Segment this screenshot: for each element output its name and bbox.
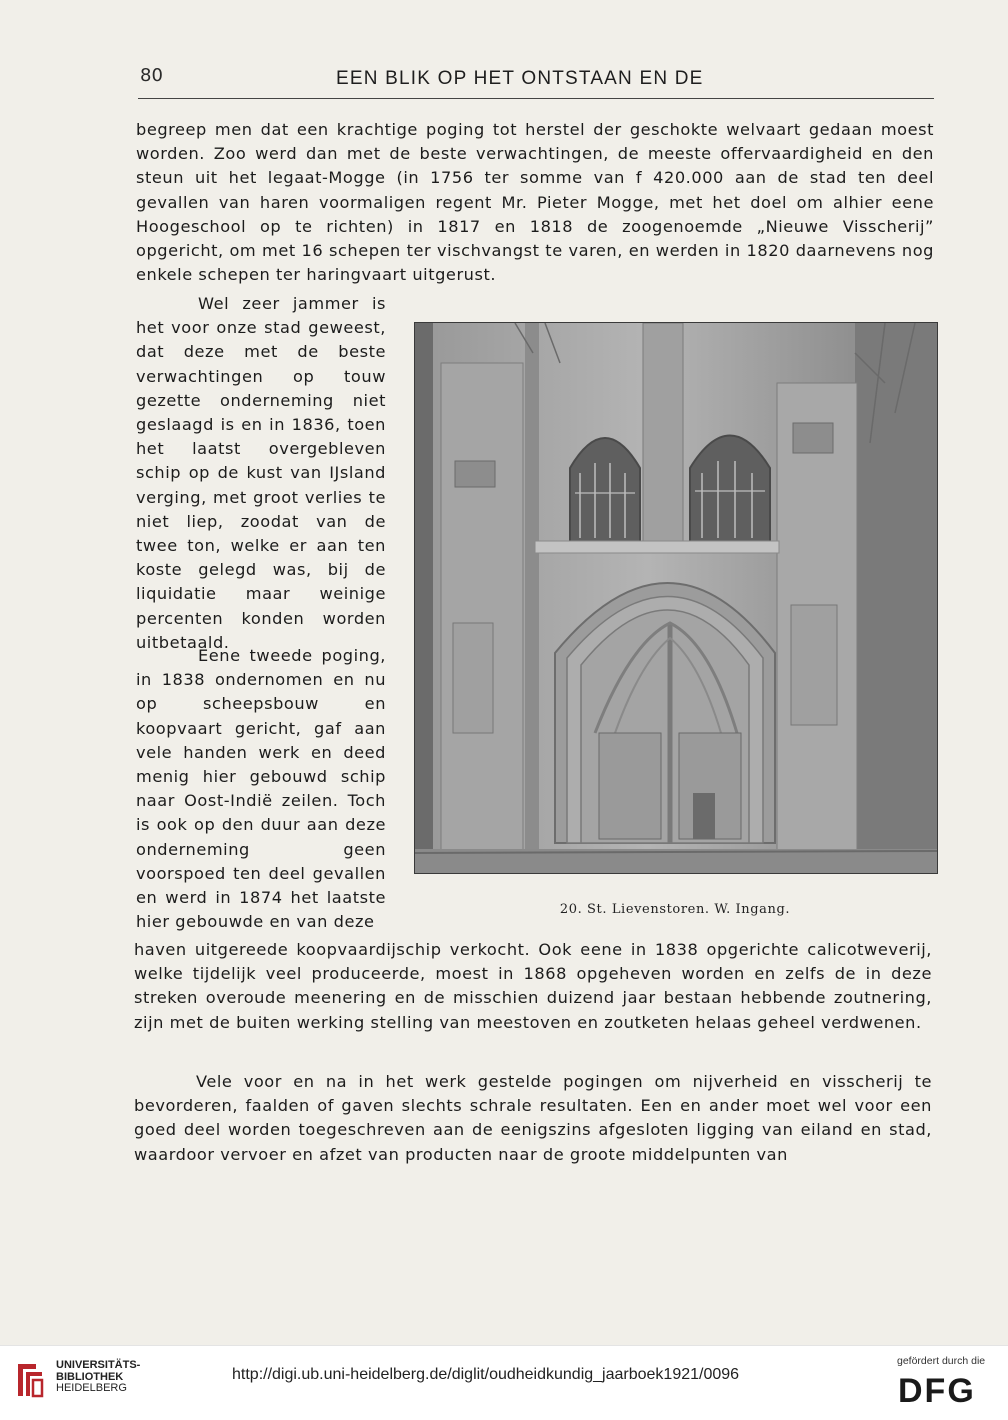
library-logo-icon	[12, 1360, 46, 1400]
funded-by-label: gefördert durch die	[897, 1355, 986, 1367]
running-title: EEN BLIK OP HET ONTSTAAN EN DE	[336, 68, 704, 89]
dfg-logo: DFG	[898, 1372, 976, 1410]
body-paragraph-3-side: Eene tweede poging, in 1838 ondernomen en nu op scheepsbouw en koopvaart gericht, gaf aan vele handen werk en deed menig hier gebouwd schip naar Oost-Indië zeilen. Toch is ook op den duur aan deze onderneming geen voorspoed ten deel gevallen en werd in 1874 het laatste hier gebouwde en van deze	[136, 646, 386, 932]
footer-bar	[0, 1345, 1008, 1420]
figure-caption: 20. St. Lievenstoren. W. Ingang.	[559, 902, 791, 917]
permalink-url[interactable]: http://digi.ub.uni-heidelberg.de/diglit/oudheidkundig_jaarboek1921/0096	[232, 1366, 740, 1383]
library-name	[56, 1360, 140, 1395]
body-paragraph-1: begreep men dat een krachtige poging tot herstel der geschokte welvaart gedaan moest worden. Zoo werd dan met de beste verwachtingen, de meeste offervaardigheid en den steun uit het legaat-Mogge (in 1756 ter somme van f 420.000 aan de stad ten deel gevallen van haren voormaligen regent Mr. Pieter Mogge, met het doel om alhier eene Hoogeschool op te richten) in 1817 en 1818 de zoogenoemde „Nieuwe Visscherij” opgericht, om met 16 schepen ter vischvangst te varen, en werden in 1820 daarnevens nog enkele schepen ter haringvaart uitgerust.	[136, 120, 934, 285]
page-number: 80	[140, 65, 163, 86]
library-name-line-1: UNIVERSITÄTS-	[56, 1359, 141, 1371]
body-paragraph-3-continued: haven uitgereede koopvaardijschip verkocht. Ook eene in 1838 opgerichte calicotweverij, welke tijdelijk veel produceerde, moest in 1868 opgeheven worden en zelfs de in deze streken overoude meenering en de misschien duizend jaar bestaan hebbende zoutnering, zijn met de buiten werking stelling van meestoven en zoutketen helaas geheel verdwenen.	[134, 940, 932, 1032]
body-paragraph-2: Wel zeer jammer is het voor onze stad geweest, dat deze met de beste verwachtingen op touw gezette onderneming niet geslaagd is en in 1836, toen het laatst overgebleven schip op de kust van IJsland verging, met groot verlies te niet liep, zoodat van de twee ton, welke er aan ten koste gelegd was, bij de liquidatie maar weinige percenten konden worden uitbetaald.	[136, 294, 386, 652]
running-head	[138, 62, 934, 100]
church-portal-photo	[414, 322, 938, 874]
library-name-line-3: HEIDELBERG	[56, 1382, 127, 1394]
church-portal-illustration	[415, 323, 937, 873]
body-paragraph-4: Vele voor en na in het werk gestelde pogingen om nijverheid en visscherij te bevorderen, faalden of gaven slechts schrale resultaten. Een en ander moet wel voor een goed deel worden toegeschreven aan de eenigszins afgesloten ligging van eiland en stad, waardoor vervoer en afzet van producten naar de groote middelpunten van	[134, 1072, 932, 1164]
library-name-line-2: BIBLIOTHEK	[56, 1370, 124, 1383]
header-rule	[138, 98, 934, 99]
